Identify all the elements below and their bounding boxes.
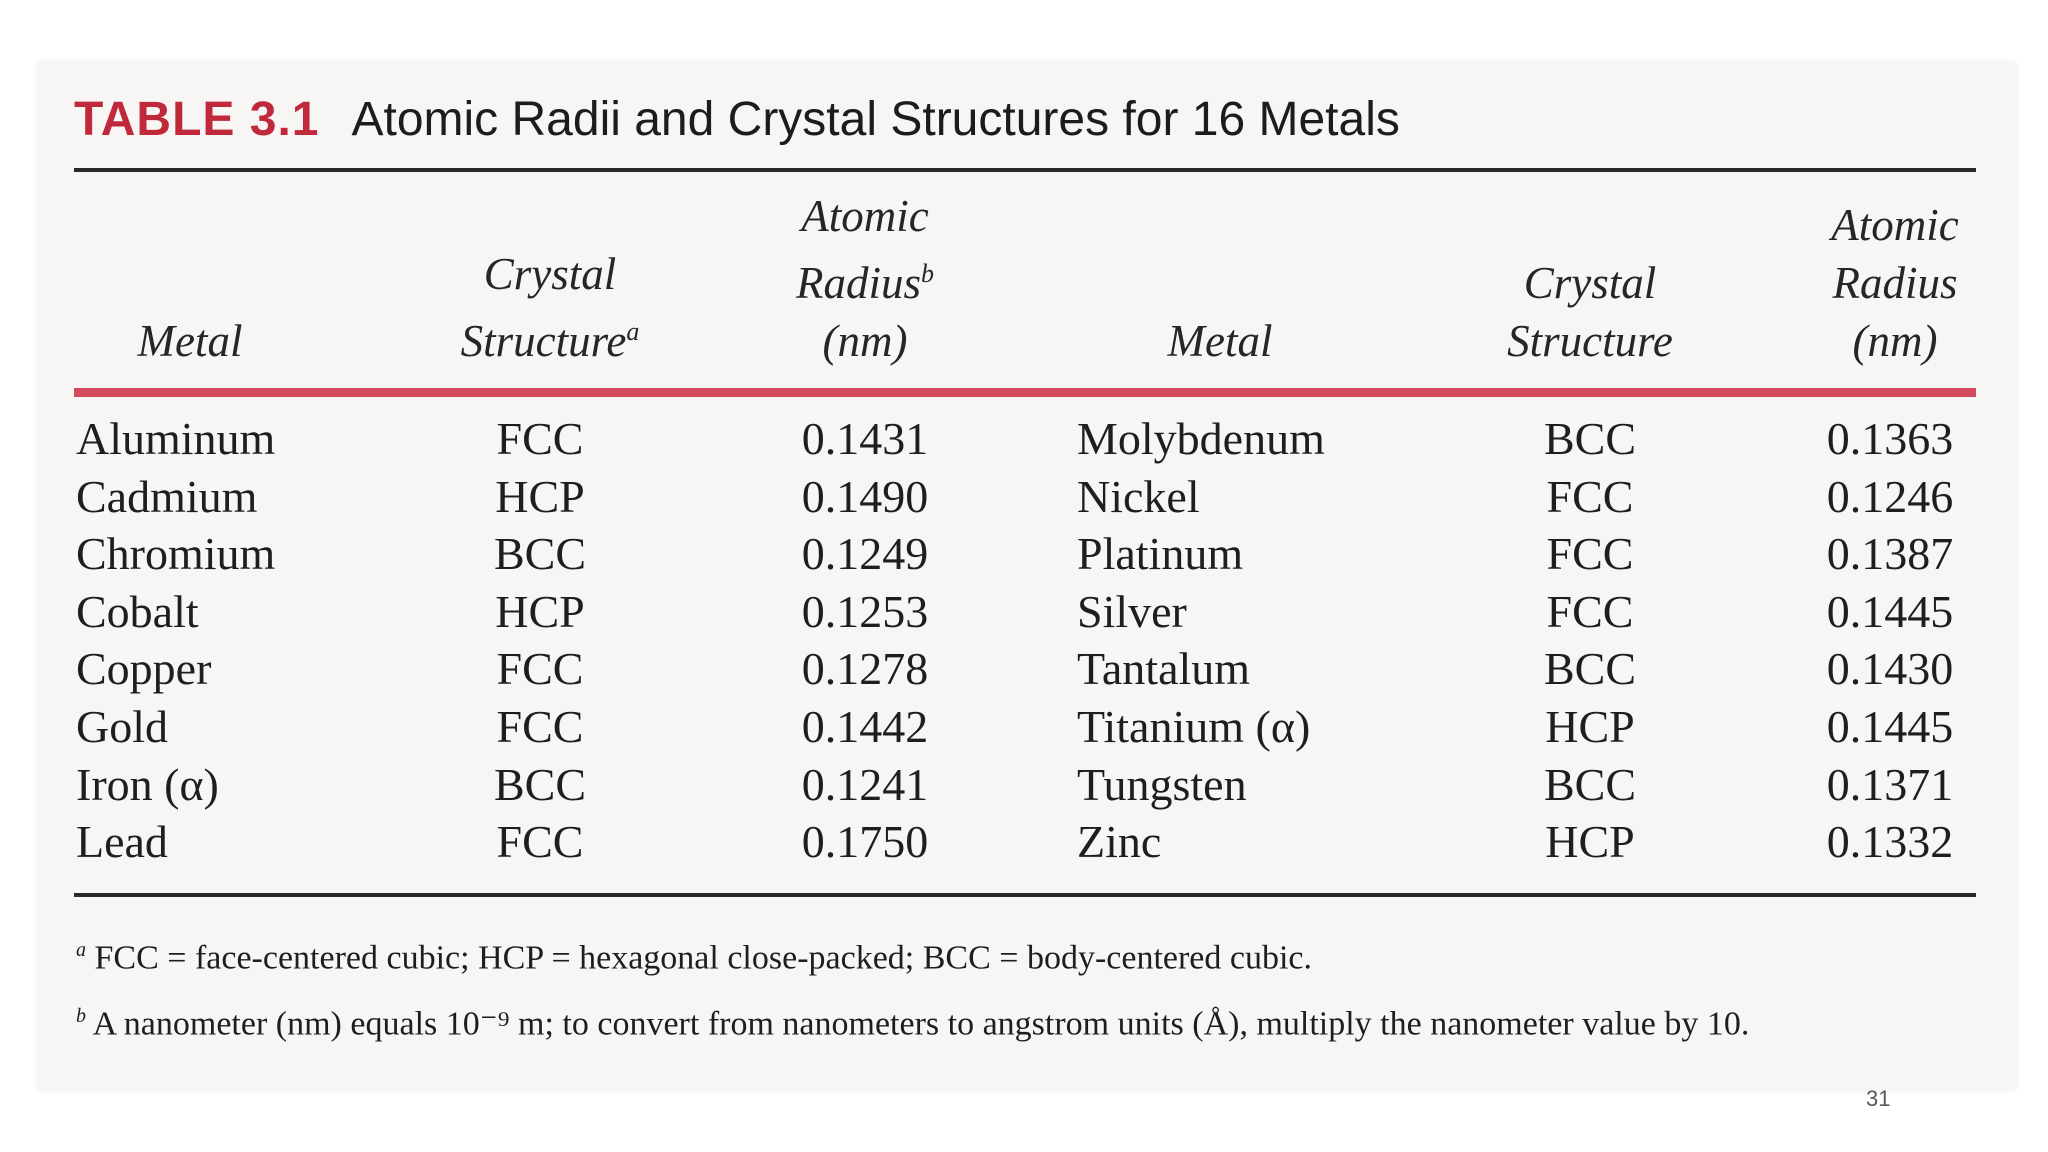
- table-cell: Tungsten: [1077, 758, 1247, 810]
- table-cell: 0.1442: [801, 700, 929, 752]
- table-cell: 0.1750: [801, 816, 929, 868]
- table-cell: Iron (α): [76, 758, 219, 810]
- column-metal-right: [1077, 410, 1417, 871]
- table-cell: FCC: [1546, 585, 1634, 637]
- table-cell: HCP: [1545, 700, 1635, 752]
- table-cell: Titanium (α): [1077, 700, 1311, 752]
- table-cell: Cadmium: [76, 470, 258, 522]
- table-cell: FCC: [1546, 528, 1634, 580]
- header-metal-right: Metal: [1167, 316, 1273, 366]
- table-cell: 0.1387: [1826, 528, 1954, 580]
- table-cell: Lead: [76, 816, 168, 868]
- table-cell: Gold: [76, 700, 168, 752]
- table-cell: FCC: [496, 816, 584, 868]
- table-cell: Molybdenum: [1077, 413, 1325, 464]
- table-cell: 0.1490: [801, 470, 929, 522]
- column-radius-left: [760, 410, 970, 871]
- header-structure-left: Crystal Structure$^a$: [460, 249, 640, 366]
- table-cell: 0.1249: [801, 528, 929, 580]
- column-structure-left: [440, 410, 640, 871]
- slide-page-number: 31: [1866, 1086, 1891, 1111]
- column-radius-right: [1790, 410, 1990, 871]
- table-title: [74, 92, 1400, 162]
- table-cell: HCP: [495, 470, 585, 522]
- table-cell: BCC: [493, 528, 587, 580]
- table-cell: 0.1431: [801, 413, 929, 464]
- table-cell: Cobalt: [76, 585, 199, 637]
- table-cell: Copper: [76, 643, 212, 695]
- table-cell: BCC: [1543, 758, 1637, 810]
- table-cell: Silver: [1077, 585, 1187, 637]
- table-cell: 0.1278: [801, 643, 929, 695]
- table-cell: Nickel: [1077, 470, 1200, 522]
- column-metal-left: [76, 410, 376, 871]
- table-cell: 0.1253: [801, 585, 929, 637]
- table-cell: 0.1241: [801, 758, 929, 810]
- table-cell: Zinc: [1077, 816, 1162, 868]
- table-cell: 0.1445: [1826, 585, 1954, 637]
- table-cell: 0.1445: [1826, 700, 1954, 752]
- table-cell: 0.1363: [1826, 413, 1954, 464]
- bottom-rule: [74, 893, 1976, 897]
- table-cell: BCC: [1543, 413, 1637, 464]
- table-cell: BCC: [493, 758, 587, 810]
- table-cell: 0.1246: [1826, 470, 1954, 522]
- table-cell: HCP: [495, 585, 585, 637]
- header-radius-right: Atomic Radius (nm): [1831, 200, 1959, 366]
- table-cell: 0.1371: [1826, 758, 1954, 810]
- table-cell: FCC: [496, 643, 584, 695]
- column-structure-right: [1490, 410, 1690, 871]
- table-cell: BCC: [1543, 643, 1637, 695]
- footnote-a: $^a$ FCC = face-centered cubic; HCP = hexagonal close-packed; BCC = body-centered cubic.: [76, 939, 1313, 977]
- header-structure-right: Crystal Structure: [1507, 258, 1673, 366]
- table-cell: 0.1332: [1826, 816, 1954, 868]
- table-caption: Atomic Radii and Crystal Structures for 16 Metals: [351, 93, 1400, 146]
- table-cell: 0.1430: [1826, 643, 1954, 695]
- header-radius-left: Atomic Radius$^b$ (nm): [795, 191, 934, 366]
- table-cell: HCP: [1545, 816, 1635, 868]
- top-rule: [74, 168, 1976, 172]
- table-cell: Platinum: [1077, 528, 1244, 580]
- table-cell: Chromium: [76, 528, 276, 580]
- footnote-b: $^b$ A nanometer (nm) equals 10⁻⁹ m; to convert from nanometers to angstrom units (Å), multiply the nanometer value by 10.: [76, 1005, 1750, 1043]
- table-label: TABLE 3.1: [74, 93, 320, 146]
- table-cell: FCC: [496, 700, 584, 752]
- header-metal-left: Metal: [137, 316, 243, 366]
- table-cell: Tantalum: [1077, 643, 1251, 695]
- table-cell: FCC: [1546, 470, 1634, 522]
- table-footnotes: [76, 924, 1976, 1057]
- table-cell: FCC: [496, 413, 584, 464]
- header-rule: [74, 388, 1976, 397]
- table-cell: Aluminum: [76, 413, 276, 464]
